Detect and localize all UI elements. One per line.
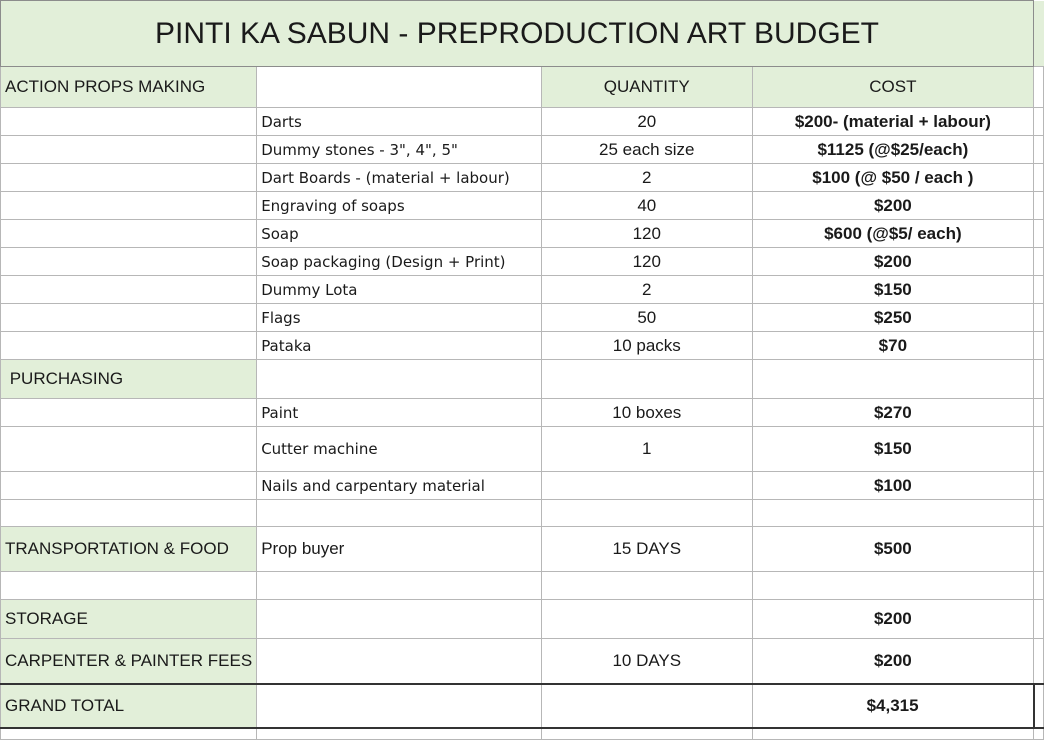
item-cell[interactable]: Dummy stones - 3", 4", 5" — [257, 136, 542, 164]
item-cell[interactable]: Prop buyer — [257, 527, 542, 572]
table-row — [1, 427, 1044, 472]
quantity-cell[interactable]: 120 — [541, 248, 752, 276]
cost-cell[interactable]: $270 — [752, 399, 1033, 427]
empty-cell[interactable] — [1, 304, 257, 332]
empty-cell[interactable] — [1034, 248, 1044, 276]
table-row — [1, 136, 1044, 164]
item-cell[interactable]: Soap — [257, 220, 542, 248]
empty-cell[interactable] — [1034, 304, 1044, 332]
quantity-cell[interactable]: 10 DAYS — [541, 639, 752, 684]
empty-cell[interactable] — [1, 472, 257, 500]
cost-cell[interactable]: $200- (material + labour) — [752, 108, 1033, 136]
empty-cell[interactable] — [257, 500, 542, 527]
empty-cell[interactable] — [1034, 639, 1044, 684]
quantity-cell[interactable]: 10 packs — [541, 332, 752, 360]
title-row — [1, 1, 1044, 67]
cost-cell[interactable]: $100 (@ $50 / each ) — [752, 164, 1033, 192]
empty-cell[interactable] — [1, 248, 257, 276]
item-cell[interactable]: Dummy Lota — [257, 276, 542, 304]
blank-row — [1, 572, 1044, 600]
table-row — [1, 472, 1044, 500]
empty-cell[interactable] — [1, 136, 257, 164]
section-carpenter-fees[interactable]: CARPENTER & PAINTER FEES — [1, 639, 257, 684]
empty-cell[interactable] — [1, 500, 257, 527]
empty-cell[interactable] — [257, 684, 542, 728]
empty-cell[interactable] — [257, 639, 542, 684]
grand-total-value[interactable]: $4,315 — [752, 684, 1033, 728]
quantity-cell[interactable]: 50 — [541, 304, 752, 332]
empty-cell[interactable] — [1034, 136, 1044, 164]
empty-cell[interactable] — [1034, 472, 1044, 500]
grand-total-row — [1, 684, 1044, 728]
empty-cell[interactable] — [1034, 108, 1044, 136]
empty-cell[interactable] — [1034, 427, 1044, 472]
item-cell[interactable]: Nails and carpentary material — [257, 472, 542, 500]
empty-cell[interactable] — [541, 360, 752, 399]
empty-cell[interactable] — [541, 500, 752, 527]
section-row — [1, 639, 1044, 684]
empty-cell[interactable] — [1034, 527, 1044, 572]
empty-cell[interactable] — [1, 332, 257, 360]
table-row — [1, 399, 1044, 427]
section-action-props[interactable]: ACTION PROPS MAKING — [1, 67, 257, 108]
cost-cell[interactable]: $500 — [752, 527, 1033, 572]
cost-cell[interactable]: $70 — [752, 332, 1033, 360]
item-cell[interactable]: Engraving of soaps — [257, 192, 542, 220]
empty-cell[interactable] — [1034, 360, 1044, 399]
table-row — [1, 304, 1044, 332]
empty-cell[interactable] — [1034, 728, 1044, 740]
empty-cell[interactable] — [1, 399, 257, 427]
table-row — [1, 248, 1044, 276]
table-row — [1, 164, 1044, 192]
item-cell[interactable]: Pataka — [257, 332, 542, 360]
empty-cell[interactable] — [1, 164, 257, 192]
section-row — [1, 600, 1044, 639]
empty-cell[interactable] — [541, 572, 752, 600]
empty-cell[interactable] — [1, 572, 257, 600]
sheet-title[interactable]: PINTI KA SABUN - PREPRODUCTION ART BUDGET — [1, 1, 1034, 67]
empty-cell[interactable] — [1034, 192, 1044, 220]
section-row — [1, 360, 1044, 399]
cost-cell[interactable]: $150 — [752, 427, 1033, 472]
blank-row — [1, 728, 1044, 740]
empty-cell[interactable] — [752, 728, 1033, 740]
cost-header[interactable]: COST — [752, 67, 1033, 108]
cost-cell[interactable]: $200 — [752, 248, 1033, 276]
empty-cell[interactable] — [1034, 500, 1044, 527]
empty-cell[interactable] — [752, 572, 1033, 600]
item-cell[interactable]: Paint — [257, 399, 542, 427]
cost-cell[interactable]: $1125 (@$25/each) — [752, 136, 1033, 164]
table-row — [1, 108, 1044, 136]
empty-cell[interactable] — [257, 600, 542, 639]
cost-cell[interactable]: $200 — [752, 639, 1033, 684]
table-row — [1, 332, 1044, 360]
table-row — [1, 192, 1044, 220]
cost-cell[interactable]: $250 — [752, 304, 1033, 332]
empty-cell[interactable] — [257, 728, 542, 740]
quantity-cell[interactable]: 15 DAYS — [541, 527, 752, 572]
quantity-cell[interactable]: 1 — [541, 427, 752, 472]
table-row — [1, 276, 1044, 304]
quantity-cell[interactable]: 120 — [541, 220, 752, 248]
item-cell[interactable]: Darts — [257, 108, 542, 136]
empty-cell[interactable] — [1, 220, 257, 248]
item-cell[interactable]: Cutter machine — [257, 427, 542, 472]
grand-total-label[interactable]: GRAND TOTAL — [1, 684, 257, 728]
empty-cell[interactable] — [1034, 276, 1044, 304]
empty-cell[interactable] — [1, 108, 257, 136]
empty-cell[interactable] — [1, 427, 257, 472]
empty-cell[interactable] — [1034, 1, 1044, 67]
quantity-cell[interactable]: 25 each size — [541, 136, 752, 164]
empty-cell[interactable] — [1, 728, 257, 740]
empty-cell[interactable] — [1034, 220, 1044, 248]
empty-cell[interactable] — [257, 360, 542, 399]
header-row — [1, 67, 1044, 108]
cost-cell[interactable]: $200 — [752, 192, 1033, 220]
item-cell[interactable]: Flags — [257, 304, 542, 332]
empty-cell[interactable] — [1034, 684, 1044, 728]
empty-cell[interactable] — [1, 276, 257, 304]
empty-cell[interactable] — [1034, 572, 1044, 600]
quantity-cell[interactable]: 2 — [541, 164, 752, 192]
item-cell[interactable]: Soap packaging (Design + Print) — [257, 248, 542, 276]
section-purchasing[interactable]: PURCHASING — [1, 360, 257, 399]
item-cell[interactable]: Dart Boards - (material + labour) — [257, 164, 542, 192]
empty-cell[interactable] — [541, 728, 752, 740]
quantity-cell[interactable]: 40 — [541, 192, 752, 220]
section-storage[interactable]: STORAGE — [1, 600, 257, 639]
empty-cell[interactable] — [257, 572, 542, 600]
empty-cell[interactable] — [1, 192, 257, 220]
quantity-cell[interactable]: 10 boxes — [541, 399, 752, 427]
section-transportation[interactable]: TRANSPORTATION & FOOD — [1, 527, 257, 572]
cost-cell[interactable]: $200 — [752, 600, 1033, 639]
empty-cell[interactable] — [541, 600, 752, 639]
empty-cell[interactable] — [752, 360, 1033, 399]
cost-cell[interactable]: $150 — [752, 276, 1033, 304]
empty-cell[interactable] — [1034, 67, 1044, 108]
empty-cell[interactable] — [752, 500, 1033, 527]
quantity-header[interactable]: QUANTITY — [541, 67, 752, 108]
empty-cell[interactable] — [1034, 164, 1044, 192]
empty-cell[interactable] — [257, 67, 542, 108]
quantity-cell[interactable]: 2 — [541, 276, 752, 304]
table-row — [1, 220, 1044, 248]
section-row — [1, 527, 1044, 572]
quantity-cell[interactable] — [541, 472, 752, 500]
blank-row — [1, 500, 1044, 527]
cost-cell[interactable]: $100 — [752, 472, 1033, 500]
quantity-cell[interactable]: 20 — [541, 108, 752, 136]
empty-cell[interactable] — [1034, 600, 1044, 639]
empty-cell[interactable] — [541, 684, 752, 728]
cost-cell[interactable]: $600 (@$5/ each) — [752, 220, 1033, 248]
empty-cell[interactable] — [1034, 332, 1044, 360]
empty-cell[interactable] — [1034, 399, 1044, 427]
